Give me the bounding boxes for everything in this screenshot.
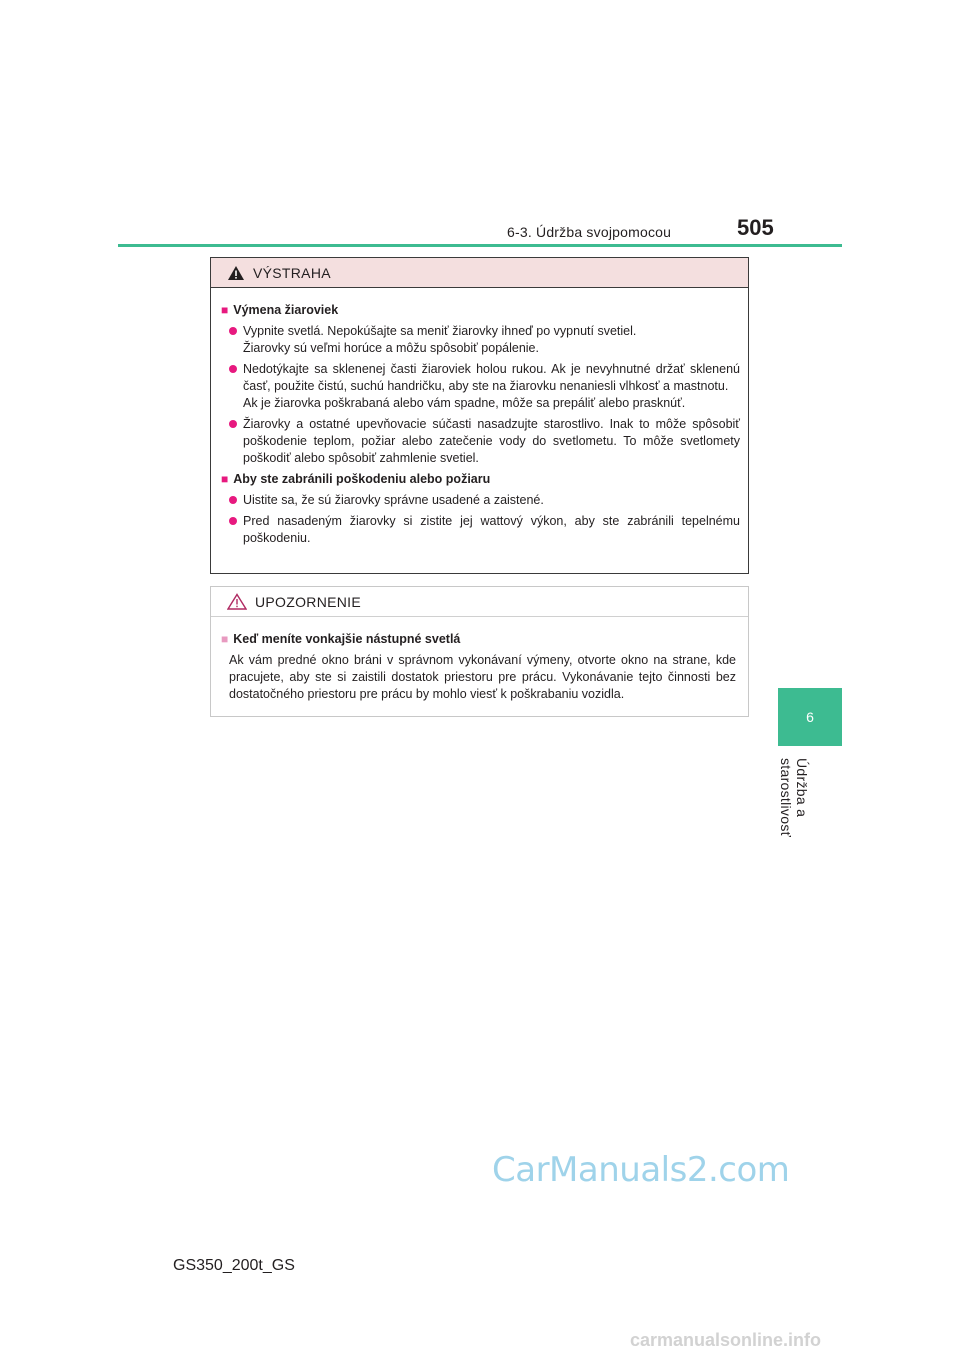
list-item: Nedotýkajte sa sklenenej časti žiaroviek holou rukou. Ak je nevyhnutné držať sklenenú časť, použite čistú, suchú handričku, aby ste na žiarovku nenaniesli vlhkosť a mastnotu. Ak je žiarovka poškrabaná alebo vám spadne, môže sa prepáliť alebo prasknúť. [229, 361, 740, 412]
warning-box [210, 257, 749, 574]
page-number: 505 [737, 215, 774, 240]
list-item: Uistite sa, že sú žiarovky správne usadené a zaistené. [229, 492, 740, 509]
square-bullet-icon: ■ [221, 303, 229, 317]
notice-text: Ak vám predné okno bráni v správnom vykonávaní výmeny, otvorte okno na strane, kde pracujete, aby ste si zaistili dostatok priestoru pre prácu. Vykonávanie tejto činnosti bez dostatočného priestoru pre prácu by mohlo viesť k poškrabaniu vozidla. [229, 653, 736, 701]
warning-section-title: ■ Výmena žiaroviek [221, 303, 339, 317]
section-title: 6-3. Údržba svojpomocou [507, 224, 672, 240]
notice-box [210, 586, 749, 717]
notice-box-body [211, 617, 748, 703]
chapter-tab [778, 688, 842, 746]
square-bullet-icon: ■ [221, 472, 229, 486]
watermark-footer: carmanualsonline.info [630, 1330, 822, 1350]
model-code: GS350_200t_GS [173, 1257, 295, 1274]
list-item: Pred nasadeným žiarovky si zistite jej wattový výkon, aby ste zabránili tepelnému poškodeniu. [229, 513, 740, 547]
warning-section-title: ■ Aby ste zabránili poškodeniu alebo požiaru [221, 472, 491, 486]
list-item: Žiarovky a ostatné upevňovacie súčasti nasadzujte starostlivo. Inak to môže spôsobiť poškodenie teplom, požiar alebo zatečenie vody do svetlometu. To môže svetlomety poškodiť alebo spôsobiť zahmlenie svetiel. [229, 416, 740, 467]
chapter-label: Údržba a starostlivosť [778, 758, 810, 838]
square-bullet-icon: ■ [221, 632, 229, 646]
notice-section-title: ■ Keď meníte vonkajšie nástupné svetlá [221, 632, 461, 646]
round-bullet-icon [229, 496, 237, 504]
round-bullet-icon [229, 420, 237, 428]
list-item: Vypnite svetlá. Nepokúšajte sa meniť žiarovky ihneď po vypnutí svetiel. Žiarovky sú veľmi horúce a môžu spôsobiť popálenie. [229, 323, 740, 357]
notice-triangle-icon [227, 593, 247, 610]
notice-box-header [211, 587, 748, 617]
notice-heading: UPOZORNENIE [255, 593, 361, 610]
round-bullet-icon [229, 327, 237, 335]
warning-box-header [211, 258, 748, 288]
watermark-logo: CarManuals2.com [492, 1150, 790, 1190]
warning-heading: VÝSTRAHA [253, 264, 331, 281]
warning-box-body [211, 288, 748, 547]
warning-triangle-icon [227, 265, 245, 281]
round-bullet-icon [229, 517, 237, 525]
chapter-number: 6 [806, 709, 814, 725]
header-divider [118, 244, 842, 247]
round-bullet-icon [229, 365, 237, 373]
